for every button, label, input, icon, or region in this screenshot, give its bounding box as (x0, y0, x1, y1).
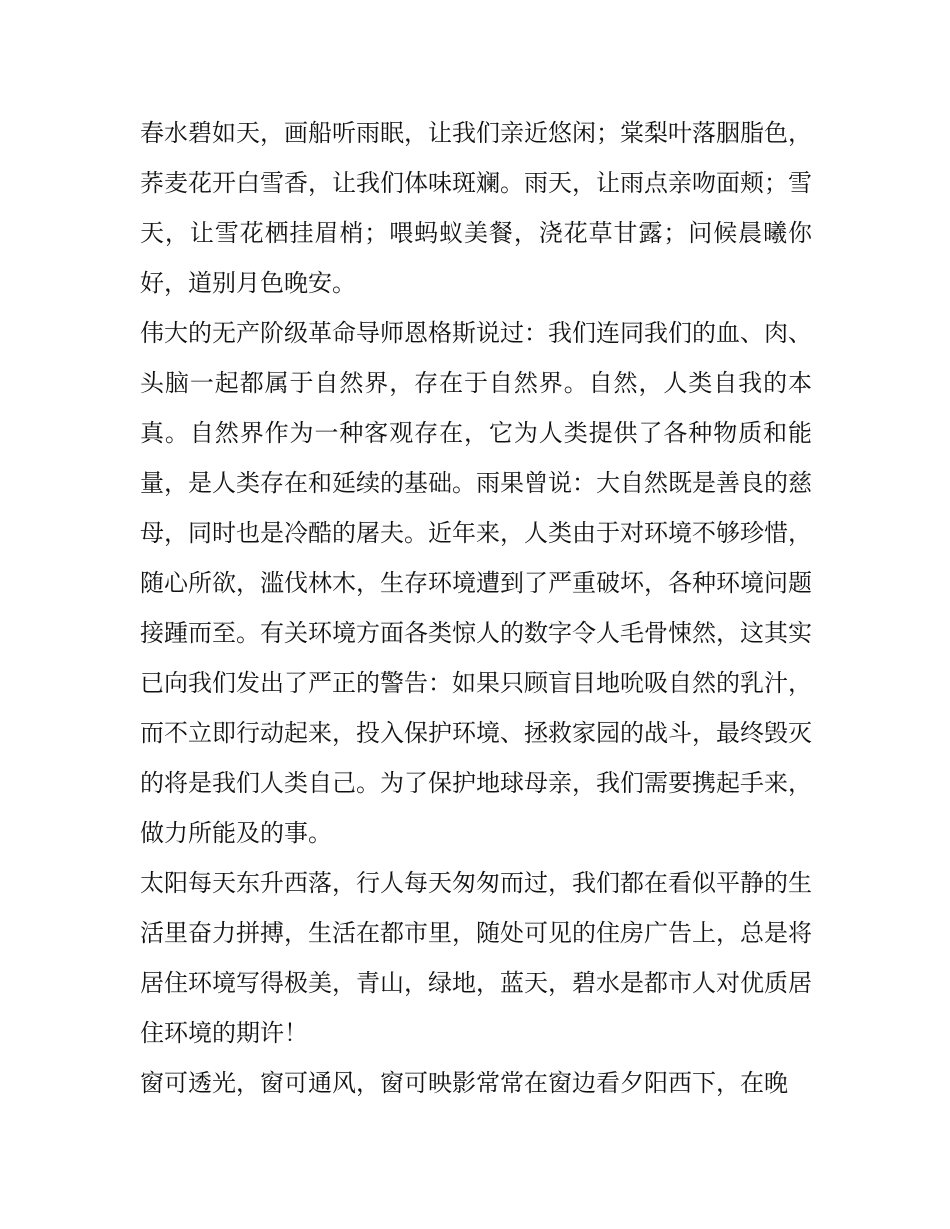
paragraph-1: 春水碧如天，画船听雨眠，让我们亲近悠闲；棠梨叶落胭脂色，荞麦花开白雪香，让我们体味斑斓。雨天，让雨点亲吻面颊；雪天，让雪花栖挂眉梢；喂蚂蚁美餐，浇花草甘露；问候晨曦你好，道别月色晚安。 (140, 119, 812, 297)
paragraph-4: 窗可透光，窗可通风，窗可映影常常在窗边看夕阳西下，在晚 (140, 1069, 788, 1097)
paragraph-3: 太阳每天东升西落，行人每天匆匆而过，我们都在看似平静的生活里奋力拼搏，生活在都市里，随处可见的住房广告上，总是将居住环境写得极美，青山，绿地，蓝天，碧水是都市人对优质居住环境的期许！ (140, 869, 812, 1047)
paragraph-2: 伟大的无产阶级革命导师恩格斯说过：我们连同我们的血、肉、头脑一起都属于自然界，存在于自然界。自然，人类自我的本真。自然界作为一种客观存在，它为人类提供了各种物质和能量，是人类存在和延续的基础。雨果曾说：大自然既是善良的慈母，同时也是冷酷的屠夫。近年来，人类由于对环境不够珍惜，随心所欲，滥伐林木，生存环境遭到了严重破坏，各种环境问题接踵而至。有关环境方面各类惊人的数字令人毛骨悚然，这其实已向我们发出了严正的警告：如果只顾盲目地吮吸自然的乳汁，而不立即行动起来，投入保护环境、拯救家园的战斗，最终毁灭的将是我们人类自己。为了保护地球母亲，我们需要携起手来，做力所能及的事。 (140, 319, 812, 847)
document-body (140, 108, 812, 1108)
